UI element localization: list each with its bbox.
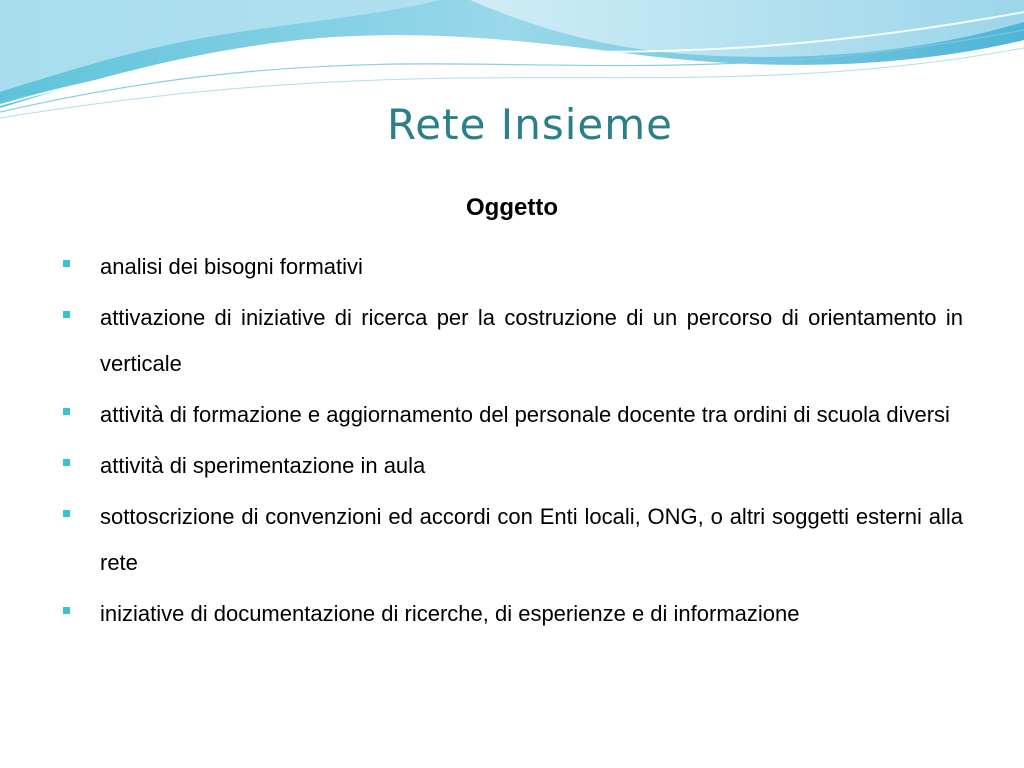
square-bullet-icon xyxy=(63,459,70,466)
section-subtitle: Oggetto xyxy=(466,194,558,221)
square-bullet-icon xyxy=(63,510,70,517)
slide-title: Rete Insieme xyxy=(387,100,673,149)
list-item xyxy=(60,295,963,387)
list-item xyxy=(60,494,963,586)
square-bullet-icon xyxy=(63,607,70,614)
list-item-text: iniziative di documentazione di ricerche, di esperienze e di informazione xyxy=(100,601,800,626)
list-item xyxy=(60,392,963,438)
bullet-list xyxy=(60,244,963,642)
list-item xyxy=(60,443,963,489)
list-item-text: sottoscrizione di convenzioni ed accordi con Enti locali, ONG, o altri soggetti esterni alla rete xyxy=(100,504,963,575)
square-bullet-icon xyxy=(63,408,70,415)
list-item-text: attivazione di iniziative di ricerca per la costruzione di un percorso di orientamento in verticale xyxy=(100,305,963,376)
list-item-text: attività di sperimentazione in aula xyxy=(100,453,426,478)
square-bullet-icon xyxy=(63,311,70,318)
list-item xyxy=(60,591,963,637)
square-bullet-icon xyxy=(63,260,70,267)
list-item-text: analisi dei bisogni formativi xyxy=(100,254,363,279)
list-item xyxy=(60,244,963,290)
list-item-text: attività di formazione e aggiornamento del personale docente tra ordini di scuola diversi xyxy=(100,402,950,427)
